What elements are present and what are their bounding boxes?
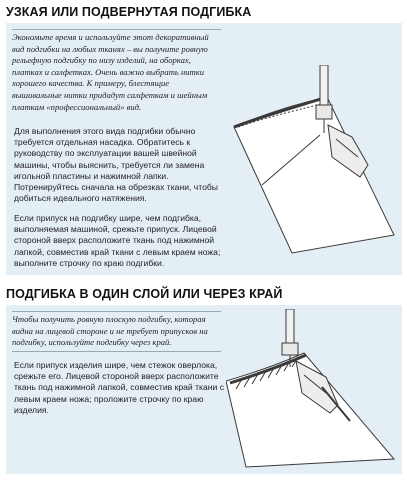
- narrow-hem-illustration: [232, 65, 398, 273]
- section2-title: ПОДГИБКА В ОДИН СЛОЙ ИЛИ ЧЕРЕЗ КРАЙ: [6, 287, 283, 301]
- section1-paragraph-2: Если припуск на подгибку шире, чем подгибка, выполняемая машиной, срежьте припуск. Лицевой стороной вверх расположите ткань под нажимной лапкой, совместив край ткани с левым краем ножа; выполните строчку по краю подгибки.: [14, 213, 221, 268]
- section1-tip: Экономьте время и используйте этот декоративный вид подгибки на любых тканях – вы получите ровную рельефную подгибку по низу изделий, на оборках, платках и салфетках. Очень важно выбрать нитки хорошего качества. К примеру, блестящие вышивальные нитки придадут салфеткам и шейным платкам «профессиональный» вид.: [12, 29, 221, 113]
- section2-panel: [6, 305, 402, 474]
- section1-paragraph-1: Для выполнения этого вида подгибки обычно требуется отдельная насадка. Обратитесь к руководству по эксплуатации вашей швейной машины, чтобы выяснить, требуется ли замена игольной пластины и нажимной лапки. Потренируйтесь сначала на обрезках ткани, чтобы добиться идеального натяжения.: [14, 126, 218, 204]
- section1-title: УЗКАЯ ИЛИ ПОДВЕРНУТАЯ ПОДГИБКА: [6, 5, 252, 19]
- overlock-hem-illustration: [226, 309, 398, 471]
- section2-paragraph-1: Если припуск изделия шире, чем стежок оверлока, срежьте его. Лицевой стороной вверх расположите ткань под нажимной лапкой, совместив край ткани с левым краем ножа; проложите строчку по краю изделия.: [14, 360, 224, 415]
- section2-tip: Чтобы получить ровную плоскую подгибку, которая видна на лицевой стороне и не требует припусков на подгибку, используйте подгибку через край.: [12, 311, 221, 352]
- section1-panel: [6, 23, 402, 275]
